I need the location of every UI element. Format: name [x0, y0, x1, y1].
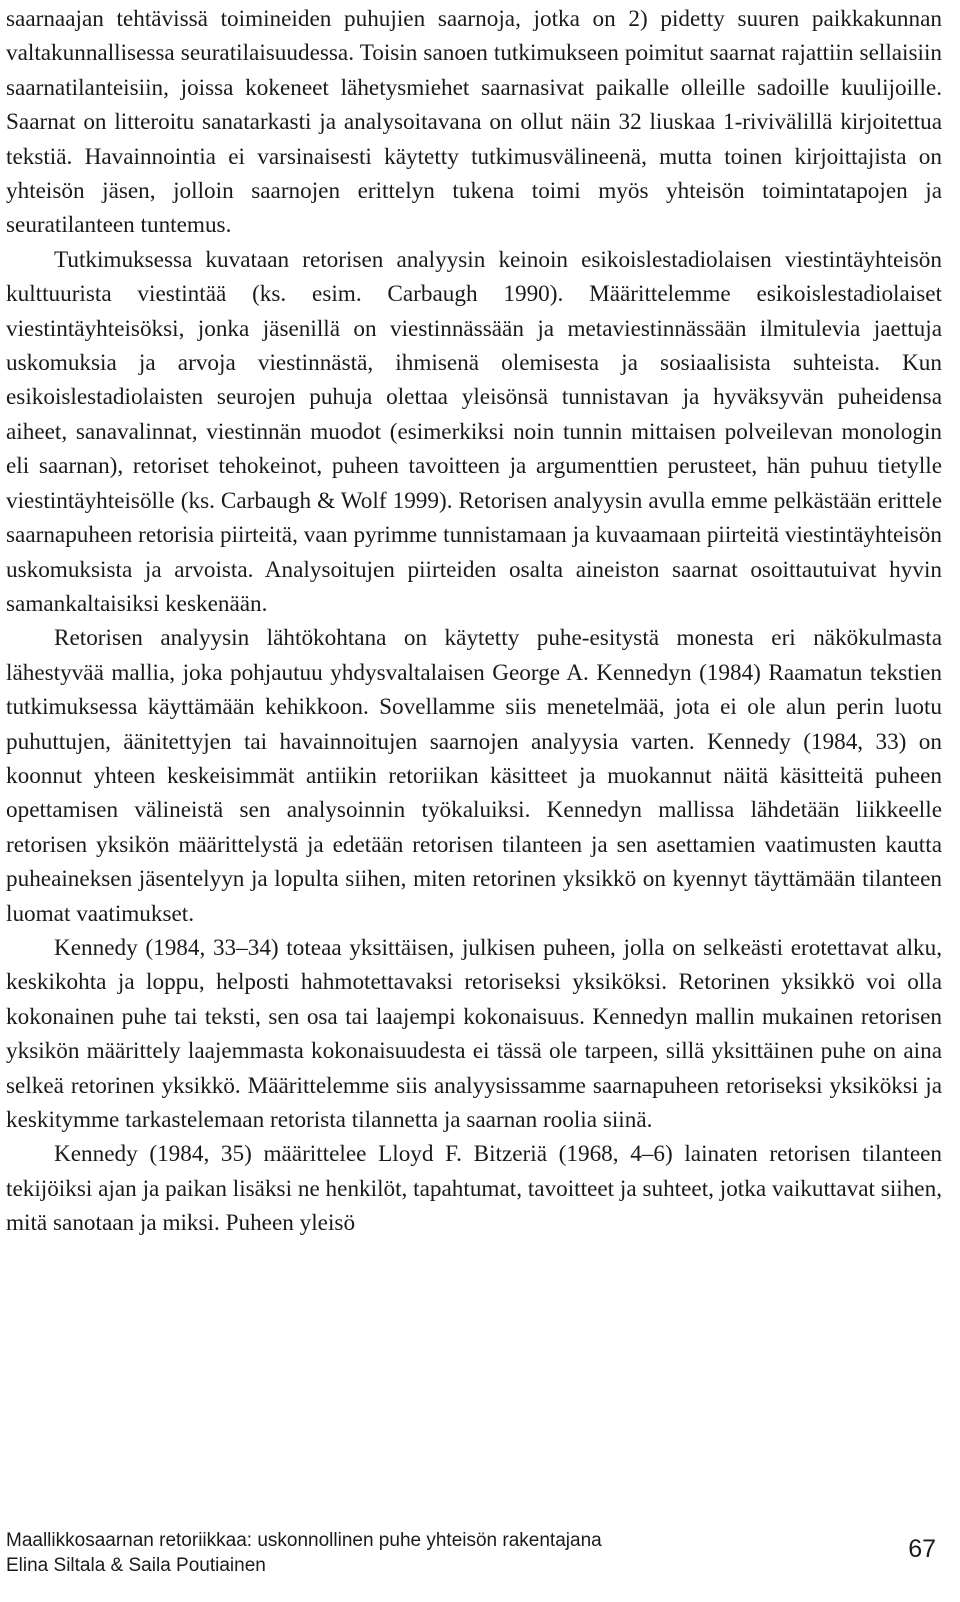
footer-authors: Elina Siltala & Saila Poutiainen	[6, 1555, 266, 1576]
paragraph-3: Retorisen analyysin lähtökohtana on käytetty puhe-esitystä monesta eri näkökulmasta lähestyvää mallia, joka pohjautuu yhdysvaltalaisen George A. Kennedyn (1984) Raamatun tekstien tutkimuksessa käyttämään kehikkoon. Sovellamme siis menetelmää, jota ei ole alun perin luotu puhuttujen, äänitettyjen tai havainnoitujen saarnojen analyysia varten. Kennedy (1984, 33) on koonnut yhteen keskeisimmät antiikin retoriikan käsitteet ja muokannut näitä käsitteitä puheen opettamisen välineistä sen analysoinnin työkaluiksi. Kennedyn mallissa lähdetään liikkeelle retorisen yksikön määrittelystä ja edetään retorisen tilanteen ja sen asettamien vaatimusten kautta puheaineksen jäsentelyyn ja lopulta siihen, miten retorinen yksikkö on kyennyt täyttämään tilanteen luomat vaatimukset.	[6, 625, 942, 927]
page-number: 67	[908, 1535, 936, 1563]
paragraph-4: Kennedy (1984, 33–34) toteaa yksittäisen, julkisen puheen, jolla on selkeästi erotettavat alku, keskikohta ja loppu, helposti hahmotettavaksi retoriseksi yksiköksi. Retorinen yksikkö voi olla kokonainen puhe tai teksti, sen osa tai laajempi kokonaisuus. Kennedyn mallin mukainen retorisen yksikön määrittely laajemmasta kokonaisuudesta ei tässä ole tarpeen, sillä yksittäinen puhe on aina selkeä retorinen yksikkö. Määrittelemme siis analyysissamme saarnapuheen retoriseksi yksiköksi ja keskitymme tarkastelemaan retorista tilannetta ja saarnan roolia siinä.	[6, 934, 942, 1133]
paragraph-2: Tutkimuksessa kuvataan retorisen analyysin keinoin esikoislestadiolaisen viestintäyhteisön kulttuurista viestintää (ks. esim. Carbaugh 1990). Määrittelemme esikoislestadiolaiset viestintäyhteisöksi, jonka jäsenillä on viestinnässään ja metaviestinnässään ilmitulevia jaettuja uskomuksia ja arvoja viestinnästä, ihmisenä olemisesta ja sosiaalisista suhteista. Kun esikoislestadiolaisten seurojen puhuja olettaa yleisönsä tunnistavan ja hyväksyvän puheidensa aiheet, sanavalinnat, viestinnän muodot (esimerkiksi noin tunnin mittaisen polveilevan monologin eli saarnan), retoriset tehokeinot, puheen tavoitteen ja argumenttien perusteet, hän puhuu tietylle viestintäyhteisölle (ks. Carbaugh & Wolf 1999). Retorisen analyysin avulla emme pelkästään erittele saarnapuheen retorisia piirteitä, vaan pyrimme tunnistamaan ja kuvaamaan piirteitä viestintäyhteisön uskomuksista ja arvoista. Analysoitujen piirteiden osalta aineiston saarnat osoittautuivat hyvin samankaltaisiksi keskenään.	[6, 246, 942, 617]
footer-article-title: Maallikkosaarnan retoriikkaa: uskonnollinen puhe yhteisön rakentajana	[6, 1530, 602, 1551]
paragraph-1: saarnaajan tehtävissä toimineiden puhujien saarnoja, jotka on 2) pidetty suuren paikkakunnan valtakunnallisessa seuratilaisuudessa. Toisin sanoen tutkimukseen poimitut saarnat rajattiin sellaisiin saarnatilanteisiin, joissa kokeneet lähetysmiehet saarnasivat paikalle olleille sadoille kuulijoille. Saarnat on litteroitu sanatarkasti ja analysoitavana on ollut näin 32 liuskaa 1-rivivälillä kirjoitettua tekstiä. Havainnointia ei varsinaisesti käytetty tutkimusvälineenä, mutta toinen kirjoittajista on yhteisön jäsen, jolloin saarnojen erittelyn tukena toimi myös yhteisön toimintatapojen ja seuratilanteen tuntemus.	[6, 6, 942, 239]
paragraph-5: Kennedy (1984, 35) määrittelee Lloyd F. Bitzeriä (1968, 4–6) lainaten retorisen tilanteen tekijöiksi ajan ja paikan lisäksi ne henkilöt, tapahtumat, tavoitteet ja suhteet, jotka vaikuttavat siihen, mitä sanotaan ja miksi. Puheen yleisö	[6, 1141, 942, 1237]
page-footer	[6, 1528, 942, 1598]
body-text	[6, 2, 942, 1241]
